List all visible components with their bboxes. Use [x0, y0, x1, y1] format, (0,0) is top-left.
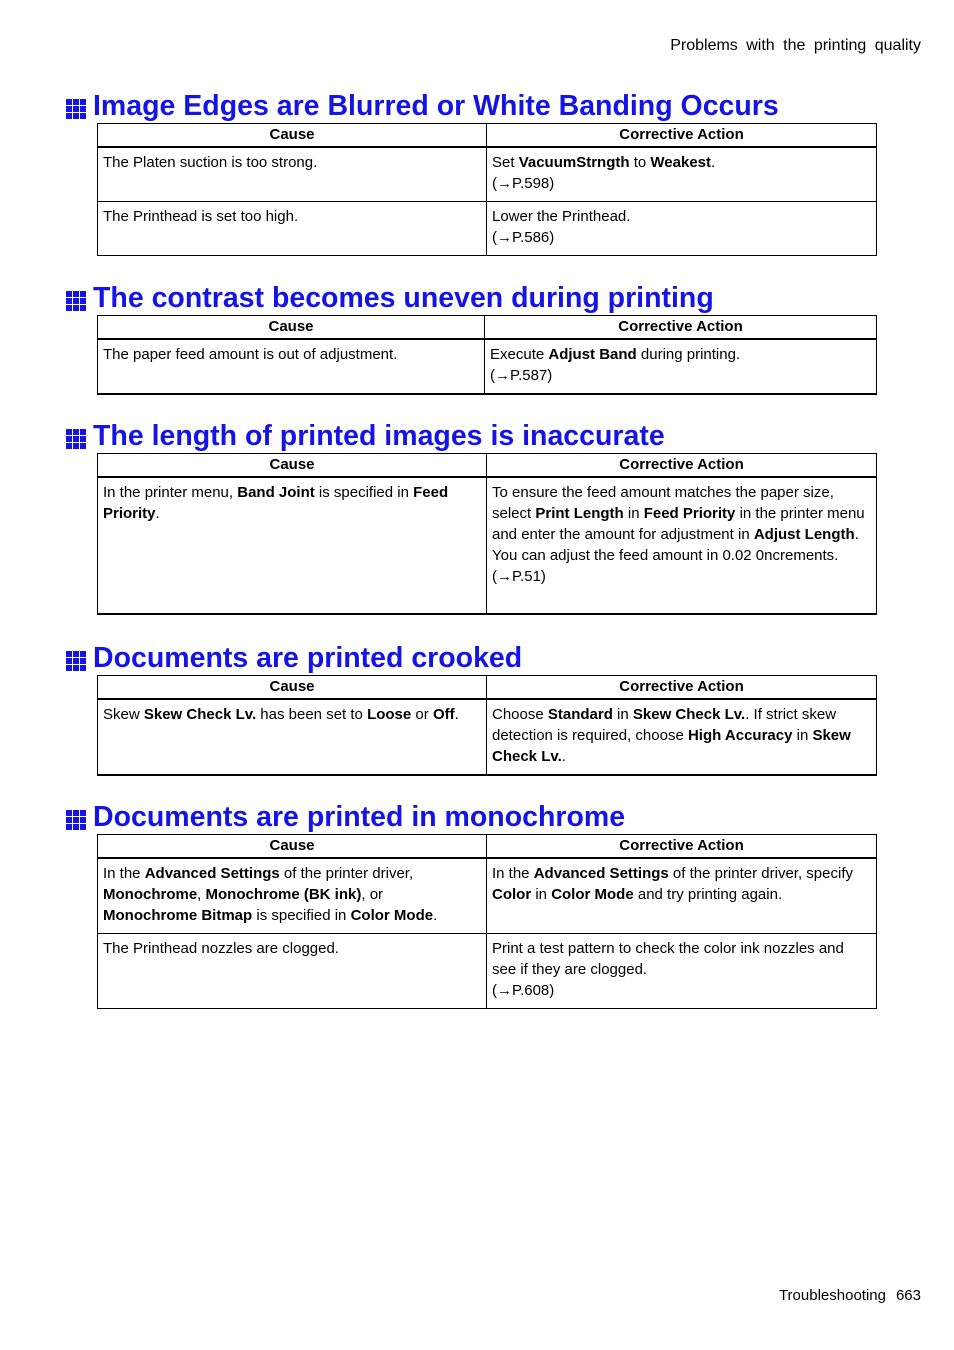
table-row — [98, 339, 877, 394]
bold-term: Advanced Settings — [533, 865, 669, 882]
section-heading — [65, 419, 877, 453]
table-row — [98, 147, 877, 202]
troubleshooting-table — [97, 315, 877, 395]
section-title: Documents are printed crooked — [93, 641, 523, 674]
column-header-action: Corrective Action — [487, 124, 877, 148]
troubleshooting-table — [97, 675, 877, 776]
action-cell: Execute Adjust Band during printing. (→P.587) — [485, 339, 877, 394]
column-header-cause: Cause — [98, 124, 487, 148]
cause-cell: In the Advanced Settings of the printer driver, Monochrome, Monochrome (BK ink), or Monochrome Bitmap is specified in Color Mode. — [98, 858, 487, 934]
cause-cell: The Printhead is set too high. — [98, 202, 487, 256]
cause-cell: The Platen suction is too strong. — [98, 147, 487, 202]
grid-bullet-icon — [65, 647, 87, 669]
bold-term: Feed Priority — [103, 484, 449, 522]
section-title: Image Edges are Blurred or White Banding Occurs — [93, 89, 779, 122]
table-row — [98, 477, 877, 614]
cause-cell: The paper feed amount is out of adjustment. — [98, 339, 485, 394]
bold-term: VacuumStrngth — [518, 154, 630, 171]
bold-term: High Accuracy — [687, 727, 793, 744]
cause-cell: Skew Skew Check Lv. has been set to Loose or Off. — [98, 699, 487, 775]
table-row — [98, 202, 877, 256]
bold-term: Off — [432, 706, 455, 723]
column-header-cause: Cause — [98, 835, 487, 859]
grid-bullet-icon — [65, 95, 87, 117]
grid-bullet-icon — [65, 287, 87, 309]
section-length-inaccurate — [65, 419, 877, 615]
bold-term: Print Length — [535, 505, 624, 522]
section-title: The contrast becomes uneven during printing — [93, 281, 714, 314]
action-cell: Set VacuumStrngth to Weakest. (→P.598) — [487, 147, 877, 202]
section-contrast-uneven — [65, 281, 877, 395]
footer-chapter: Troubleshooting — [778, 1287, 886, 1304]
bold-term: Skew Check Lv. — [492, 727, 851, 765]
column-header-action: Corrective Action — [485, 316, 877, 340]
bold-term: Monochrome — [103, 886, 198, 903]
column-header-action: Corrective Action — [487, 454, 877, 478]
bold-term: Skew Check Lv. — [143, 706, 257, 723]
column-header-cause: Cause — [98, 676, 487, 700]
troubleshooting-table — [97, 453, 877, 615]
bold-term: Monochrome (BK ink) — [205, 886, 362, 903]
page-number: 663 — [895, 1287, 921, 1304]
troubleshooting-table — [97, 834, 877, 1009]
bold-term: Advanced Settings — [144, 865, 280, 882]
bold-term: Adjust Length — [753, 526, 855, 543]
table-row — [98, 934, 877, 1009]
table-row — [98, 858, 877, 934]
section-title: The length of printed images is inaccurate — [93, 419, 665, 452]
cause-cell: The Printhead nozzles are clogged. — [98, 934, 487, 1009]
action-cell: Lower the Printhead. (→P.586) — [487, 202, 877, 256]
bold-term: Color Mode — [350, 907, 434, 924]
bold-term: Weakest — [650, 154, 711, 171]
section-heading — [65, 641, 877, 675]
column-header-cause: Cause — [98, 316, 485, 340]
action-cell: Print a test pattern to check the color ink nozzles and see if they are clogged. (→P.608) — [487, 934, 877, 1009]
bold-term: Skew Check Lv. — [632, 706, 746, 723]
section-image-edges-blurred — [65, 89, 877, 256]
table-row — [98, 699, 877, 775]
column-header-cause: Cause — [98, 454, 487, 478]
running-header: Problems with the printing quality — [670, 37, 921, 54]
troubleshooting-table — [97, 123, 877, 256]
bold-term: Monochrome Bitmap — [103, 907, 253, 924]
bold-term: Color Mode — [551, 886, 634, 903]
bold-term: Standard — [547, 706, 613, 723]
bold-term: Band Joint — [237, 484, 315, 501]
bold-term: Color — [492, 886, 532, 903]
bold-term: Loose — [367, 706, 412, 723]
action-cell: To ensure the feed amount matches the paper size, select Print Length in Feed Priority in the printer menu and enter the amount for adjustment in Adjust Length. You can adjust the feed amount in 0.02 0ncrements. (→P.51) — [487, 477, 877, 614]
section-heading — [65, 800, 877, 834]
column-header-action: Corrective Action — [487, 676, 877, 700]
grid-bullet-icon — [65, 806, 87, 828]
cause-cell: In the printer menu, Band Joint is specified in Feed Priority. — [98, 477, 487, 614]
bold-term: Adjust Band — [548, 346, 637, 363]
action-cell: Choose Standard in Skew Check Lv.. If strict skew detection is required, choose High Accuracy in Skew Check Lv.. — [487, 699, 877, 775]
column-header-action: Corrective Action — [487, 835, 877, 859]
section-title: Documents are printed in monochrome — [93, 800, 626, 833]
section-printed-crooked — [65, 641, 877, 776]
section-heading — [65, 89, 877, 123]
bold-term: Feed Priority — [643, 505, 736, 522]
section-printed-monochrome — [65, 800, 877, 1009]
section-heading — [65, 281, 877, 315]
action-cell: In the Advanced Settings of the printer driver, specify Color in Color Mode and try printing again. — [487, 858, 877, 934]
grid-bullet-icon — [65, 425, 87, 447]
running-footer — [779, 1287, 921, 1304]
